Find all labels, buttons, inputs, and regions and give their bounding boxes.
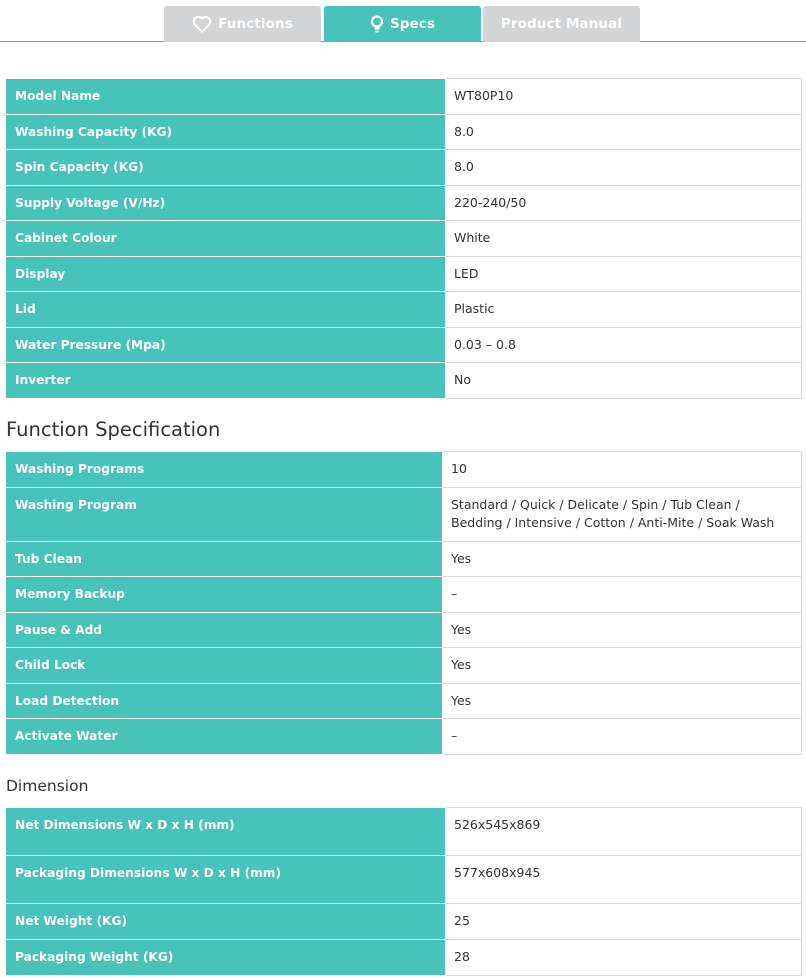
function-spec-row — [7, 613, 802, 648]
general-spec-value: 8.0 — [446, 150, 802, 186]
general-spec-table — [6, 78, 802, 399]
tab-functions[interactable] — [164, 6, 321, 42]
function-spec-label: Child Lock — [7, 648, 443, 684]
general-spec-label: Water Pressure (Mpa) — [7, 328, 446, 363]
general-spec-row — [7, 257, 802, 292]
tab-product-manual-label: Product Manual — [500, 16, 623, 32]
general-spec-label: Model Name — [7, 79, 446, 115]
dimension-value: 577x608x945 — [446, 856, 802, 904]
general-spec-value: 8.0 — [446, 115, 802, 150]
function-spec-label: Memory Backup — [7, 577, 443, 613]
dimension-label: Net Dimensions W x D x H (mm) — [7, 808, 446, 856]
dimension-value: 25 — [446, 904, 802, 940]
general-spec-label: Display — [7, 257, 446, 292]
general-spec-row — [7, 115, 802, 150]
function-spec-value: – — [443, 577, 802, 613]
general-spec-row — [7, 150, 802, 186]
general-spec-value: WT80P10 — [446, 79, 802, 115]
general-spec-row — [7, 363, 802, 399]
function-spec-row — [7, 488, 802, 542]
general-spec-label: Spin Capacity (KG) — [7, 150, 446, 186]
general-spec-row — [7, 292, 802, 328]
dimension-row — [7, 808, 802, 856]
dimension-value: 526x545x869 — [446, 808, 802, 856]
dimension-label: Net Weight (KG) — [7, 904, 446, 940]
dimension-label: Packaging Weight (KG) — [7, 940, 446, 976]
general-spec-label: Cabinet Colour — [7, 221, 446, 257]
dimension-value: 28 — [446, 940, 802, 976]
function-spec-label: Tub Clean — [7, 542, 443, 577]
function-spec-title: Function Specification — [6, 418, 221, 441]
general-spec-label: Lid — [7, 292, 446, 328]
general-spec-label: Inverter — [7, 363, 446, 399]
tab-bar — [0, 0, 806, 42]
general-spec-row — [7, 79, 802, 115]
function-spec-row — [7, 648, 802, 684]
function-spec-value: Yes — [443, 613, 802, 648]
dimension-row — [7, 904, 802, 940]
function-spec-value: Yes — [443, 648, 802, 684]
function-spec-label: Activate Water — [7, 719, 443, 755]
tab-specs[interactable] — [324, 6, 481, 42]
dimension-title: Dimension — [6, 777, 89, 795]
function-spec-row — [7, 542, 802, 577]
general-spec-row — [7, 186, 802, 221]
general-spec-value: Plastic — [446, 292, 802, 328]
function-spec-label: Washing Programs — [7, 452, 443, 488]
function-spec-table — [6, 451, 802, 755]
dimension-label: Packaging Dimensions W x D x H (mm) — [7, 856, 446, 904]
function-spec-label: Pause & Add — [7, 613, 443, 648]
dimension-row — [7, 940, 802, 976]
function-spec-value: Standard / Quick / Delicate / Spin / Tub Clean / Bedding / Intensive / Cotton / Anti-Mite / Soak Wash — [443, 488, 802, 542]
function-spec-row — [7, 719, 802, 755]
function-spec-row — [7, 684, 802, 719]
function-spec-label: Washing Program — [7, 488, 443, 542]
function-spec-value: Yes — [443, 684, 802, 719]
function-spec-value: – — [443, 719, 802, 755]
tab-specs-label: Specs — [389, 16, 436, 32]
general-spec-value: LED — [446, 257, 802, 292]
function-spec-row — [7, 452, 802, 488]
general-spec-value: 0.03 – 0.8 — [446, 328, 802, 363]
general-spec-label: Washing Capacity (KG) — [7, 115, 446, 150]
lightbulb-icon — [370, 15, 384, 34]
general-spec-label: Supply Voltage (V/Hz) — [7, 186, 446, 221]
function-spec-row — [7, 577, 802, 613]
tab-functions-label: Functions — [218, 16, 293, 32]
general-spec-value: No — [446, 363, 802, 399]
heart-icon — [192, 15, 212, 33]
function-spec-label: Load Detection — [7, 684, 443, 719]
dimension-table — [6, 807, 802, 976]
general-spec-value: White — [446, 221, 802, 257]
tab-product-manual[interactable] — [483, 6, 640, 42]
general-spec-value: 220-240/50 — [446, 186, 802, 221]
general-spec-row — [7, 328, 802, 363]
dimension-row — [7, 856, 802, 904]
general-spec-row — [7, 221, 802, 257]
function-spec-value: 10 — [443, 452, 802, 488]
function-spec-value: Yes — [443, 542, 802, 577]
